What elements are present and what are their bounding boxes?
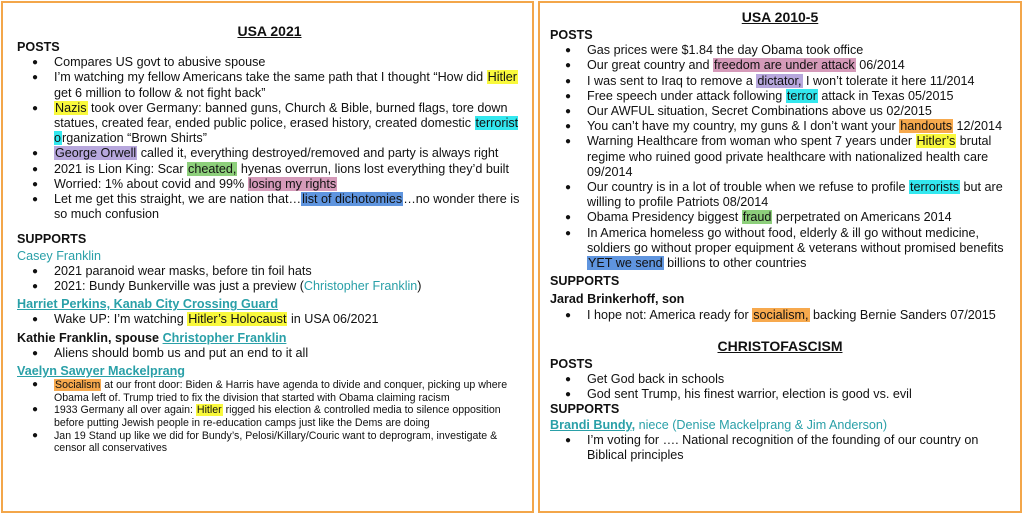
list-item xyxy=(550,226,1010,272)
highlighted-term: socialism, xyxy=(753,307,809,322)
highlighted-term: Nazis xyxy=(55,100,87,115)
supporter-name[interactable] xyxy=(17,364,522,379)
text-segment: I’m watching my fellow Americans take the same path that I thought “How did xyxy=(54,70,487,85)
text-segment: backing Bernie Sanders 07/2015 xyxy=(809,307,996,322)
text-segment: I’m voting for …. National recognition of the founding of our country on Biblical principles xyxy=(587,432,979,463)
highlighted-term: George Orwell xyxy=(55,146,137,161)
list-item xyxy=(17,264,522,279)
text-segment: brutal regime who ruined good private healthcare with nationalized health care 09/2014 xyxy=(587,134,992,179)
supporter-comments xyxy=(17,379,522,455)
right-panel-usa-2010-5 xyxy=(538,1,1022,513)
text-segment: Get God back in schools xyxy=(587,372,725,387)
list-item xyxy=(17,312,522,327)
text-segment: Our great country and xyxy=(587,58,714,73)
supporter-comments xyxy=(17,264,522,294)
posts-heading: POSTS xyxy=(550,28,593,42)
list-item xyxy=(550,433,1010,463)
list-item xyxy=(550,43,1010,58)
text-segment: 2021 paranoid wear masks, before tin foil hats xyxy=(54,263,312,278)
list-item xyxy=(550,119,1010,134)
list-item xyxy=(550,134,1010,180)
text-segment: I won’t tolerate it here 11/2014 xyxy=(802,73,975,88)
list-item xyxy=(17,279,522,294)
text-segment: I hope not: America ready for xyxy=(587,307,753,322)
highlighted-term: terror xyxy=(786,88,817,103)
text-segment: in USA 06/2021 xyxy=(287,312,379,327)
text-segment: Our country is in a lot of trouble when we refuse to profile xyxy=(587,180,910,195)
highlighted-term: Socialism xyxy=(55,379,101,392)
text-segment: Free speech under attack following xyxy=(587,88,786,103)
supports-heading: SUPPORTS xyxy=(550,274,620,289)
highlighted-term: handouts xyxy=(900,119,953,134)
name-link[interactable]: Vaelyn Sawyer Mackelprang xyxy=(17,364,186,379)
list-item xyxy=(550,372,1010,387)
name-link[interactable]: niece (Denise Mackelprang & Jim Anderson) xyxy=(635,417,888,432)
text-segment: Let me get this straight, we are nation that… xyxy=(54,192,302,207)
list-item xyxy=(17,101,522,147)
list-item xyxy=(17,70,522,100)
text-segment: 2021: Bundy Bunkerville was just a preview ( xyxy=(54,279,304,294)
name-text: Kathie Franklin, spouse xyxy=(17,330,163,345)
text-segment: Jan 19 Stand up like we did for Bundy’s, Pelosi/Killary/Couric want to deprogram, investigate & censor all conservatives xyxy=(54,429,498,455)
text-segment: perpetrated on Americans 2014 xyxy=(772,210,952,225)
text-segment: called it, everything destroyed/removed and party is always right xyxy=(137,146,499,161)
section-title-christofascism: CHRISTOFASCISM xyxy=(717,337,843,354)
supports-heading: SUPPORTS xyxy=(17,232,87,247)
highlighted-term: dictator, xyxy=(757,73,802,88)
highlighted-term: freedom are under attack xyxy=(714,58,855,73)
list-item xyxy=(550,89,1010,104)
supporter-comments xyxy=(550,308,1010,323)
text-segment: billions to other countries xyxy=(663,256,807,271)
list-item xyxy=(17,404,522,429)
text-segment: Gas prices were $1.84 the day Obama took office xyxy=(587,43,864,58)
text-segment: attack in Texas 05/2015 xyxy=(817,88,954,103)
text-segment: get 6 million to follow & not fight back” xyxy=(54,85,266,100)
supporter-name[interactable] xyxy=(17,249,522,264)
posts-list xyxy=(550,372,1010,402)
posts-heading: POSTS xyxy=(550,356,593,371)
highlighted-term: losing my rights xyxy=(248,176,337,191)
highlighted-term: fraud xyxy=(742,210,772,225)
supporter-name: Jarad Brinkerhoff, son xyxy=(550,292,685,307)
text-segment: Aliens should bomb us and put an end to it all xyxy=(54,345,309,360)
list-item xyxy=(550,74,1010,89)
text-segment: took over Germany: banned guns, Church & Bible, burned flags, tore down statues, created fear, ended public police, erased history, created domestic xyxy=(54,100,508,131)
text-segment: Obama Presidency biggest xyxy=(587,210,742,225)
list-item xyxy=(550,210,1010,225)
name-link[interactable]: Christopher Franklin xyxy=(303,279,418,294)
text-segment: at our front door: Biden & Harris have agenda to divide and conquer, picking up where Obama left of. Trump tried to fix the division that started with Obama claiming racism xyxy=(54,379,508,404)
text-segment: Our AWFUL situation, Secret Combinations above us 02/2015 xyxy=(587,104,932,119)
text-segment: Compares US govt to abusive spouse xyxy=(54,55,266,70)
name-link[interactable]: Brandi Bundy, xyxy=(550,417,636,432)
name-link[interactable]: Christopher Franklin xyxy=(162,330,287,345)
highlighted-term: cheated, xyxy=(188,161,237,176)
list-item xyxy=(17,55,522,70)
left-panel-usa-2021 xyxy=(1,1,534,513)
highlighted-term: Hitler’s Holocaust xyxy=(188,312,287,327)
list-item xyxy=(17,162,522,177)
supporter-name[interactable] xyxy=(550,418,1010,433)
highlighted-term: terrorist o xyxy=(54,116,519,146)
text-segment: but are willing to profile Patriots 08/2014 xyxy=(587,180,1003,210)
text-segment: hyenas overrun, lions lost everything they’d built xyxy=(237,161,509,176)
list-item xyxy=(17,177,522,192)
list-item xyxy=(550,104,1010,119)
list-item xyxy=(550,180,1010,210)
posts-list xyxy=(550,43,1010,271)
posts-heading: POSTS xyxy=(17,40,60,54)
text-segment: You can’t have my country, my guns & I don’t want your xyxy=(587,119,900,134)
text-segment: rganization “Brown Shirts” xyxy=(62,131,207,146)
panel-title: USA 2010-5 xyxy=(741,9,819,25)
list-item xyxy=(17,379,522,404)
highlighted-term: Hitler’s xyxy=(916,134,956,149)
highlighted-term: Hitler xyxy=(196,404,222,417)
supporter-comments xyxy=(17,312,522,327)
text-segment: In America homeless go without food, elderly & ill go without medicine, soldiers go without proper equipment & veterans without promised benefits xyxy=(587,225,1004,255)
supporter-comments xyxy=(17,346,522,361)
supporter-name[interactable] xyxy=(17,297,522,312)
text-segment: 2021 is Lion King: Scar xyxy=(54,161,188,176)
highlighted-term: terrorists xyxy=(910,180,959,195)
text-segment: 06/2014 xyxy=(855,58,905,73)
text-segment: rigged his election & controlled media to silence opposition before putting Jewish people in re-education camps just like the Dems are doing xyxy=(54,404,501,430)
name-link[interactable]: Harriet Perkins, Kanab City Crossing Guard xyxy=(17,297,279,312)
supports-heading: SUPPORTS xyxy=(550,402,620,417)
panel-title: USA 2021 xyxy=(237,23,302,39)
list-item xyxy=(550,58,1010,73)
posts-list xyxy=(17,55,522,222)
highlighted-term: YET we send xyxy=(588,256,663,271)
text-segment: 12/2014 xyxy=(953,119,1003,134)
list-item xyxy=(550,387,1010,402)
supporter-comments xyxy=(550,433,1010,463)
text-segment: I was sent to Iraq to remove a xyxy=(587,73,757,88)
highlighted-term: list of dichotomies xyxy=(302,192,403,207)
text-segment: Wake UP: I’m watching xyxy=(54,312,188,327)
name-link[interactable]: Casey Franklin xyxy=(17,248,101,263)
list-item xyxy=(550,308,1010,323)
text-segment: God sent Trump, his finest warrior, election is good vs. evil xyxy=(587,387,912,402)
supporters-list xyxy=(17,249,522,455)
text-segment: Warning Healthcare from woman who spent 7 years under xyxy=(587,134,916,149)
list-item xyxy=(17,346,522,361)
highlighted-term: Hitler xyxy=(487,70,517,85)
text-segment: ) xyxy=(417,279,422,294)
text-segment: Worried: 1% about covid and 99% xyxy=(54,176,248,191)
text-segment: 1933 Germany all over again: xyxy=(54,404,196,417)
list-item xyxy=(17,146,522,161)
supporter-name[interactable] xyxy=(17,331,522,346)
list-item xyxy=(17,192,522,222)
text-segment: …no wonder there is so much confusion xyxy=(54,192,520,222)
list-item xyxy=(17,430,522,455)
